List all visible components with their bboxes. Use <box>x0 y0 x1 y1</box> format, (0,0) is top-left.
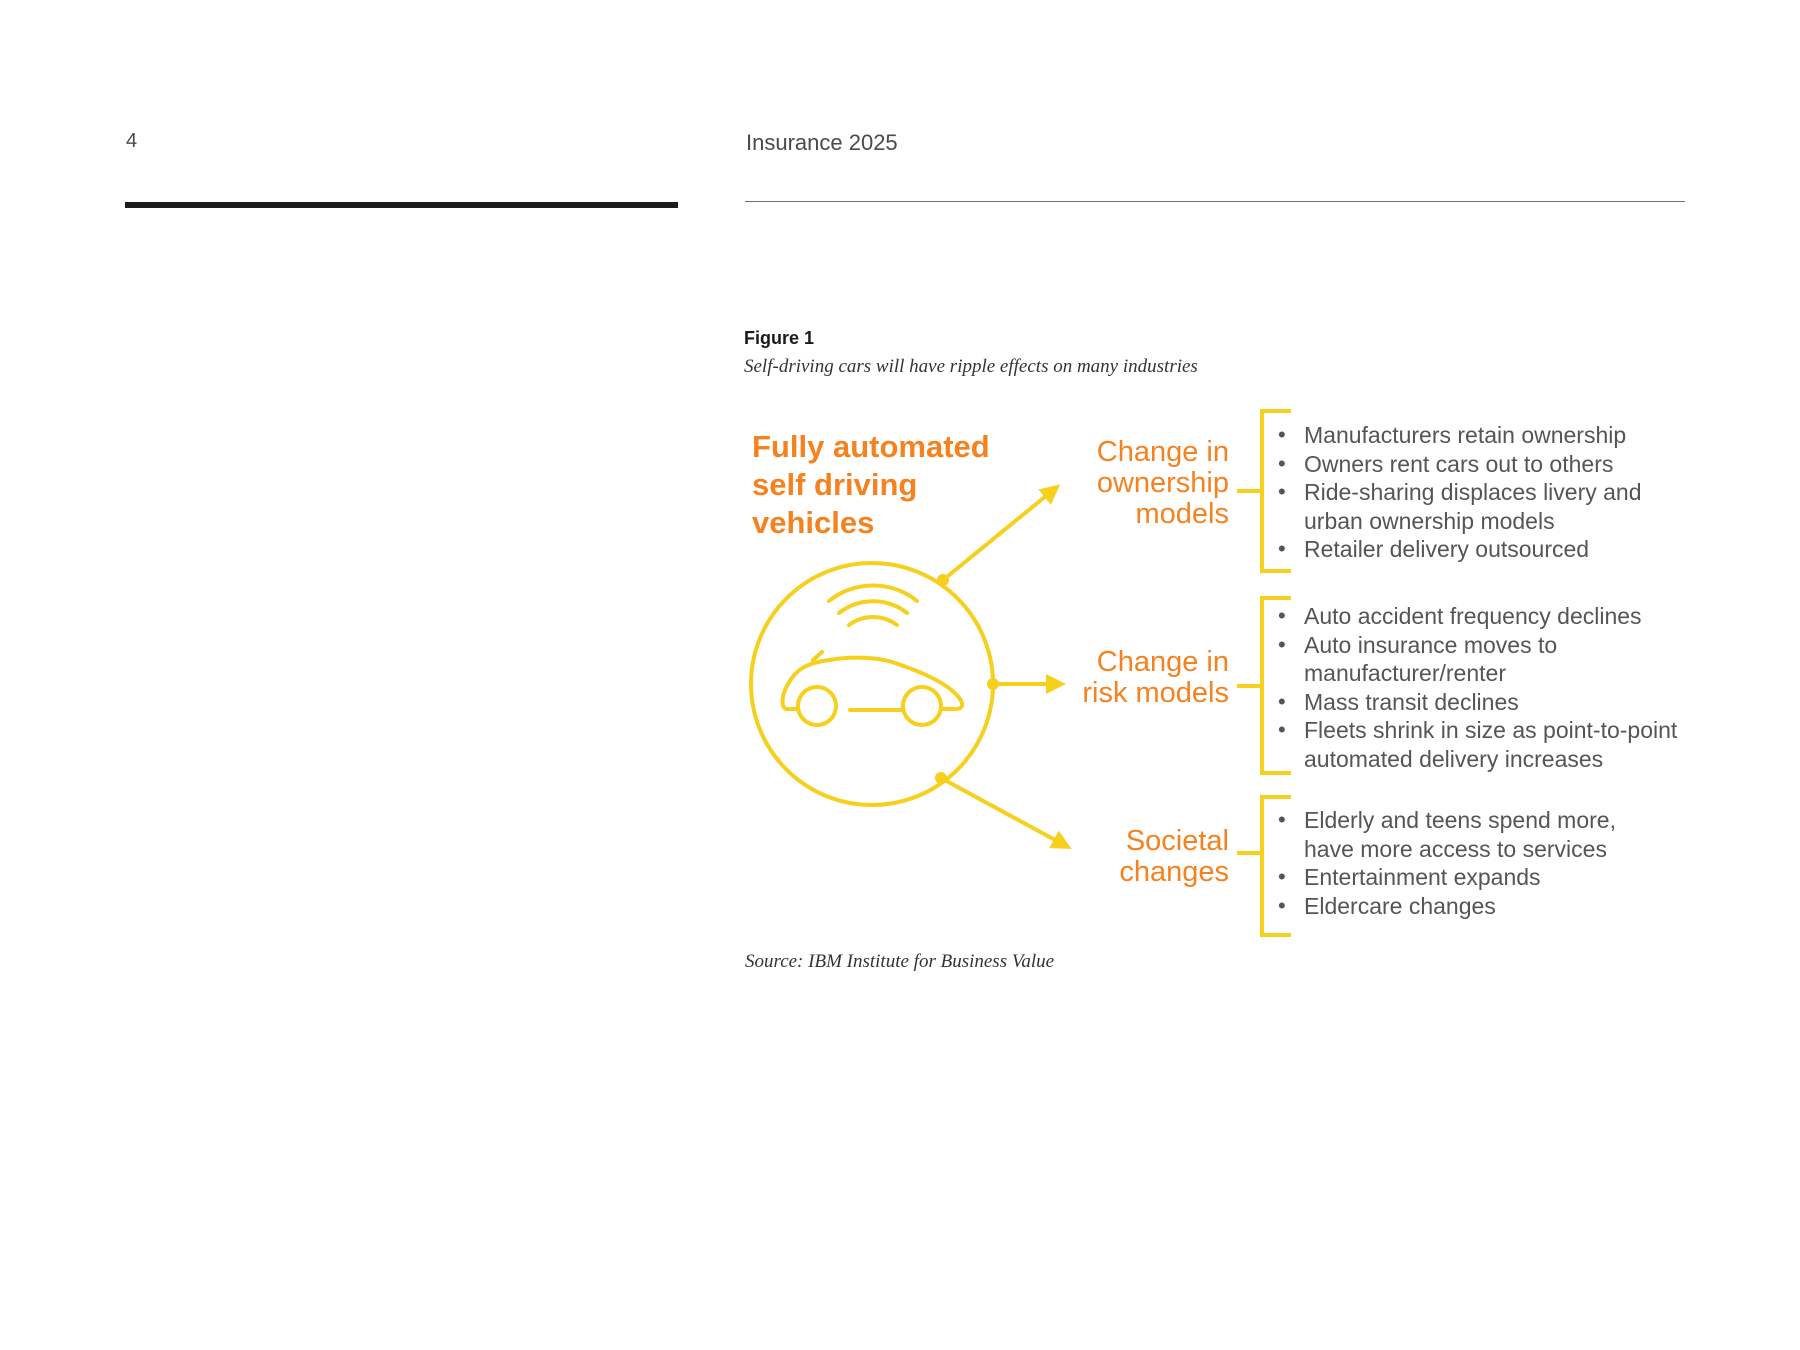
bullet-text: automated delivery increases <box>1304 745 1604 772</box>
bullet-dot: • <box>1278 717 1286 742</box>
ownership-bullets <box>1280 421 1642 564</box>
category-societal-title <box>1119 826 1229 888</box>
bullet-item <box>1280 863 1616 892</box>
car-body <box>783 652 963 725</box>
bullet-text: Owners rent cars out to others <box>1304 450 1614 477</box>
bullet-item <box>1280 450 1642 479</box>
category-title-line: Societal <box>1125 825 1229 857</box>
arrow-to-societal <box>941 778 1068 847</box>
bullet-text: Mass transit declines <box>1304 688 1519 715</box>
page-number: 4 <box>126 130 138 152</box>
bullet-dot: • <box>1278 603 1286 628</box>
societal-bullets <box>1280 806 1616 920</box>
category-title-line: ownership <box>1096 467 1229 499</box>
bullet-text: have more access to services <box>1304 835 1607 862</box>
hero-line: self driving <box>752 467 918 502</box>
figure-source: Source: IBM Institute for Business Value <box>745 951 1055 972</box>
bullet-item <box>1280 716 1677 773</box>
bullet-text: Retailer delivery outsourced <box>1304 536 1590 562</box>
bullet-text: Auto insurance moves to <box>1304 631 1558 658</box>
running-title: Insurance 2025 <box>746 130 898 155</box>
bullet-text: Auto accident frequency declines <box>1304 603 1642 629</box>
bullet-dot: • <box>1278 536 1286 561</box>
figure-caption: Self-driving cars will have ripple effects on many industries <box>744 356 1198 377</box>
bullet-item <box>1280 478 1642 535</box>
bullet-dot: • <box>1278 892 1286 918</box>
risk-bullets <box>1280 602 1677 773</box>
bullet-item <box>1280 535 1642 564</box>
hero-line: Fully automated <box>752 429 990 464</box>
figure-label: Figure 1 <box>744 328 815 348</box>
category-title-line: risk models <box>1082 677 1229 709</box>
self-driving-car-icon <box>751 563 993 805</box>
bullet-text: Entertainment expands <box>1304 864 1541 890</box>
category-risk-title <box>1082 647 1229 709</box>
bullet-dot: • <box>1278 479 1286 504</box>
bullet-dot: • <box>1278 807 1286 832</box>
bullet-text: Eldercare changes <box>1304 892 1496 919</box>
bullet-dot: • <box>1278 450 1286 476</box>
category-title-line: changes <box>1119 856 1229 888</box>
bullet-dot: • <box>1278 688 1286 714</box>
wireless-signal-icon <box>829 585 917 625</box>
bullet-dot: • <box>1278 422 1286 447</box>
bullet-item <box>1280 602 1677 631</box>
category-title-line: Change in <box>1096 646 1229 678</box>
bullet-dot: • <box>1278 864 1286 889</box>
bullet-text: urban ownership models <box>1304 507 1555 534</box>
bullet-item <box>1280 421 1642 450</box>
bullet-item <box>1280 688 1677 717</box>
bullet-text: Manufacturers retain ownership <box>1304 422 1627 448</box>
bullet-item <box>1280 631 1677 688</box>
category-ownership-title <box>1097 437 1229 530</box>
category-title-line: models <box>1135 498 1229 530</box>
category-title-line: Change in <box>1096 436 1229 468</box>
hero-title <box>752 428 990 542</box>
bullet-dot: • <box>1278 631 1286 657</box>
bullet-item <box>1280 806 1616 863</box>
bullet-text: Fleets shrink in size as point-to-point <box>1304 717 1678 743</box>
hero-line: vehicles <box>752 505 875 540</box>
bullet-item <box>1280 892 1616 921</box>
bullet-text: manufacturer/renter <box>1304 660 1506 686</box>
bullet-text: Ride-sharing displaces livery and <box>1304 479 1642 505</box>
bullet-text: Elderly and teens spend more, <box>1304 807 1616 833</box>
